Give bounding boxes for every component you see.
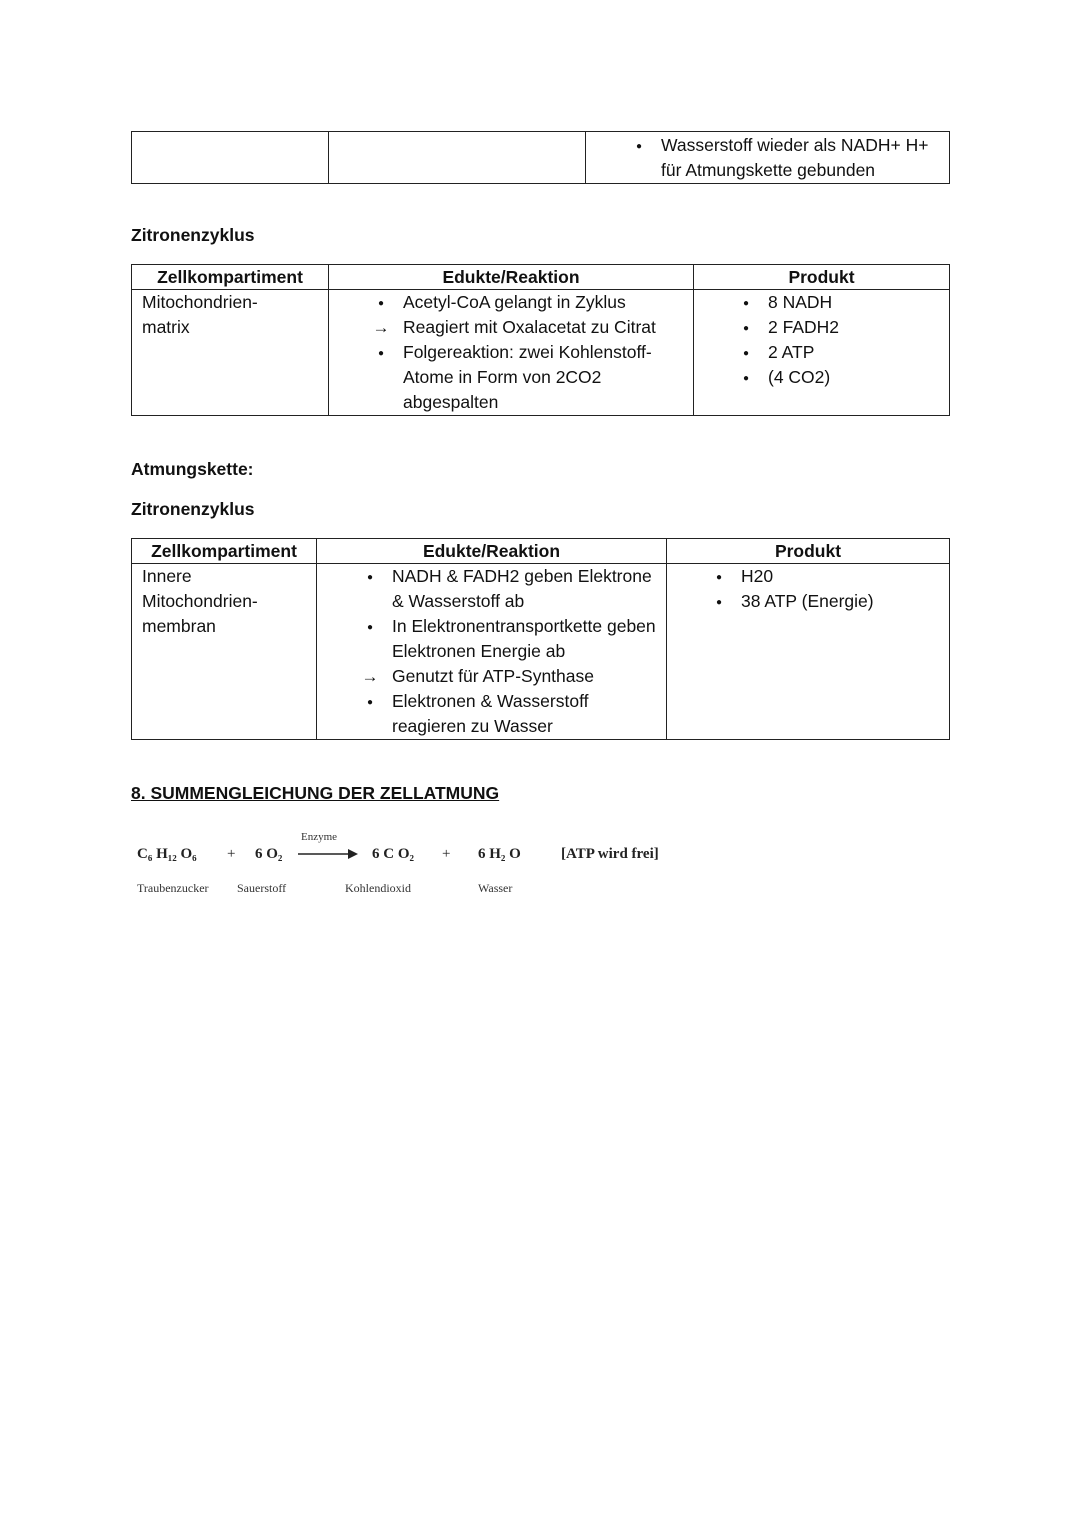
list-item: ● 2 FADH2	[768, 315, 949, 340]
bullet-icon	[736, 340, 756, 368]
equation-atp-note: [ATP wird frei]	[561, 846, 659, 862]
list-item: ● In Elektronentransportkette geben Elektronen Energie ab	[392, 614, 660, 664]
bullet-icon	[360, 689, 380, 717]
list-item: → Reagiert mit Oxalacetat zu Citrat	[403, 315, 687, 340]
products-list	[768, 290, 949, 390]
equation-plus: +	[227, 846, 236, 862]
header-edukte-reaktion: Edukte/Reaktion	[329, 265, 694, 290]
list-item: ● Elektronen & Wasserstoff reagieren zu Wasser	[392, 689, 660, 739]
header-zellkompartiment: Zellkompartiment	[132, 539, 317, 564]
equation-enzyme-label: Enzyme	[301, 831, 338, 843]
bullet-icon	[736, 365, 756, 393]
top-table-cell-1	[132, 132, 329, 184]
header-produkt: Produkt	[694, 265, 950, 290]
list-item: ● (4 CO2)	[768, 365, 949, 390]
reactions-cell	[317, 564, 667, 740]
equation-plus: +	[442, 846, 451, 862]
reaction-arrow-icon	[298, 848, 360, 860]
reactions-list	[392, 564, 660, 739]
products-list	[741, 564, 949, 614]
list-item: ● 38 ATP (Energie)	[741, 589, 949, 614]
atmungskette-table	[131, 538, 950, 740]
section-heading-zitronenzyklus-2: Zitronenzyklus	[131, 499, 255, 519]
label-sauerstoff: Sauerstoff	[237, 881, 287, 895]
label-traubenzucker: Traubenzucker	[137, 881, 209, 895]
bullet-icon	[360, 614, 380, 642]
products-cell	[694, 290, 950, 416]
top-table-cell-2	[329, 132, 586, 184]
header-zellkompartiment: Zellkompartiment	[132, 265, 329, 290]
equation-glucose: C₆ H₁₂ O₆	[137, 846, 197, 862]
products-cell	[667, 564, 950, 740]
bullet-icon	[629, 133, 649, 161]
header-produkt: Produkt	[667, 539, 950, 564]
top-table-bullets	[661, 133, 949, 183]
list-item: ● NADH & FADH2 geben Elektrone & Wasserstoff ab	[392, 564, 660, 614]
compartment-cell: Mitochondrien- matrix	[132, 290, 329, 416]
equation-water: 6 H₂ O	[478, 846, 521, 862]
list-item: ● Folgereaktion: zwei Kohlenstoff-Atome in Form von 2CO2 abgespalten	[403, 340, 687, 415]
list-item: ● Wasserstoff wieder als NADH+ H+ für Atmungskette gebunden	[661, 133, 949, 183]
list-item: ● H20	[741, 564, 949, 589]
reactions-cell	[329, 290, 694, 416]
bullet-icon	[736, 290, 756, 318]
equation-co2: 6 C O₂	[372, 846, 414, 862]
compartment-cell: Innere Mitochondrien- membran	[132, 564, 317, 740]
bullet-icon	[736, 315, 756, 343]
zitronenzyklus-table	[131, 264, 950, 416]
bullet-icon	[709, 589, 729, 617]
reactions-list	[403, 290, 687, 415]
label-wasser: Wasser	[478, 881, 513, 895]
bullet-icon	[371, 290, 391, 318]
top-table	[131, 131, 950, 184]
header-edukte-reaktion: Edukte/Reaktion	[317, 539, 667, 564]
list-item: ● 2 ATP	[768, 340, 949, 365]
bullet-icon	[709, 564, 729, 592]
arrow-right-icon	[360, 664, 380, 689]
section-heading-zitronenzyklus-1: Zitronenzyklus	[131, 225, 255, 245]
bullet-icon	[371, 340, 391, 368]
list-item: → Genutzt für ATP-Synthase	[392, 664, 660, 689]
arrow-right-icon	[371, 315, 391, 340]
section-heading-summengleichung: 8. SUMMENGLEICHUNG DER ZELLATMUNG	[131, 783, 500, 803]
section-heading-atmungskette: Atmungskette:	[131, 459, 254, 479]
bullet-icon	[360, 564, 380, 592]
list-item: ● Acetyl-CoA gelangt in Zyklus	[403, 290, 687, 315]
label-kohlendioxid: Kohlendioxid	[345, 881, 411, 895]
top-table-cell-3	[586, 132, 950, 184]
equation-oxygen: 6 O₂	[255, 846, 283, 862]
list-item: ● 8 NADH	[768, 290, 949, 315]
